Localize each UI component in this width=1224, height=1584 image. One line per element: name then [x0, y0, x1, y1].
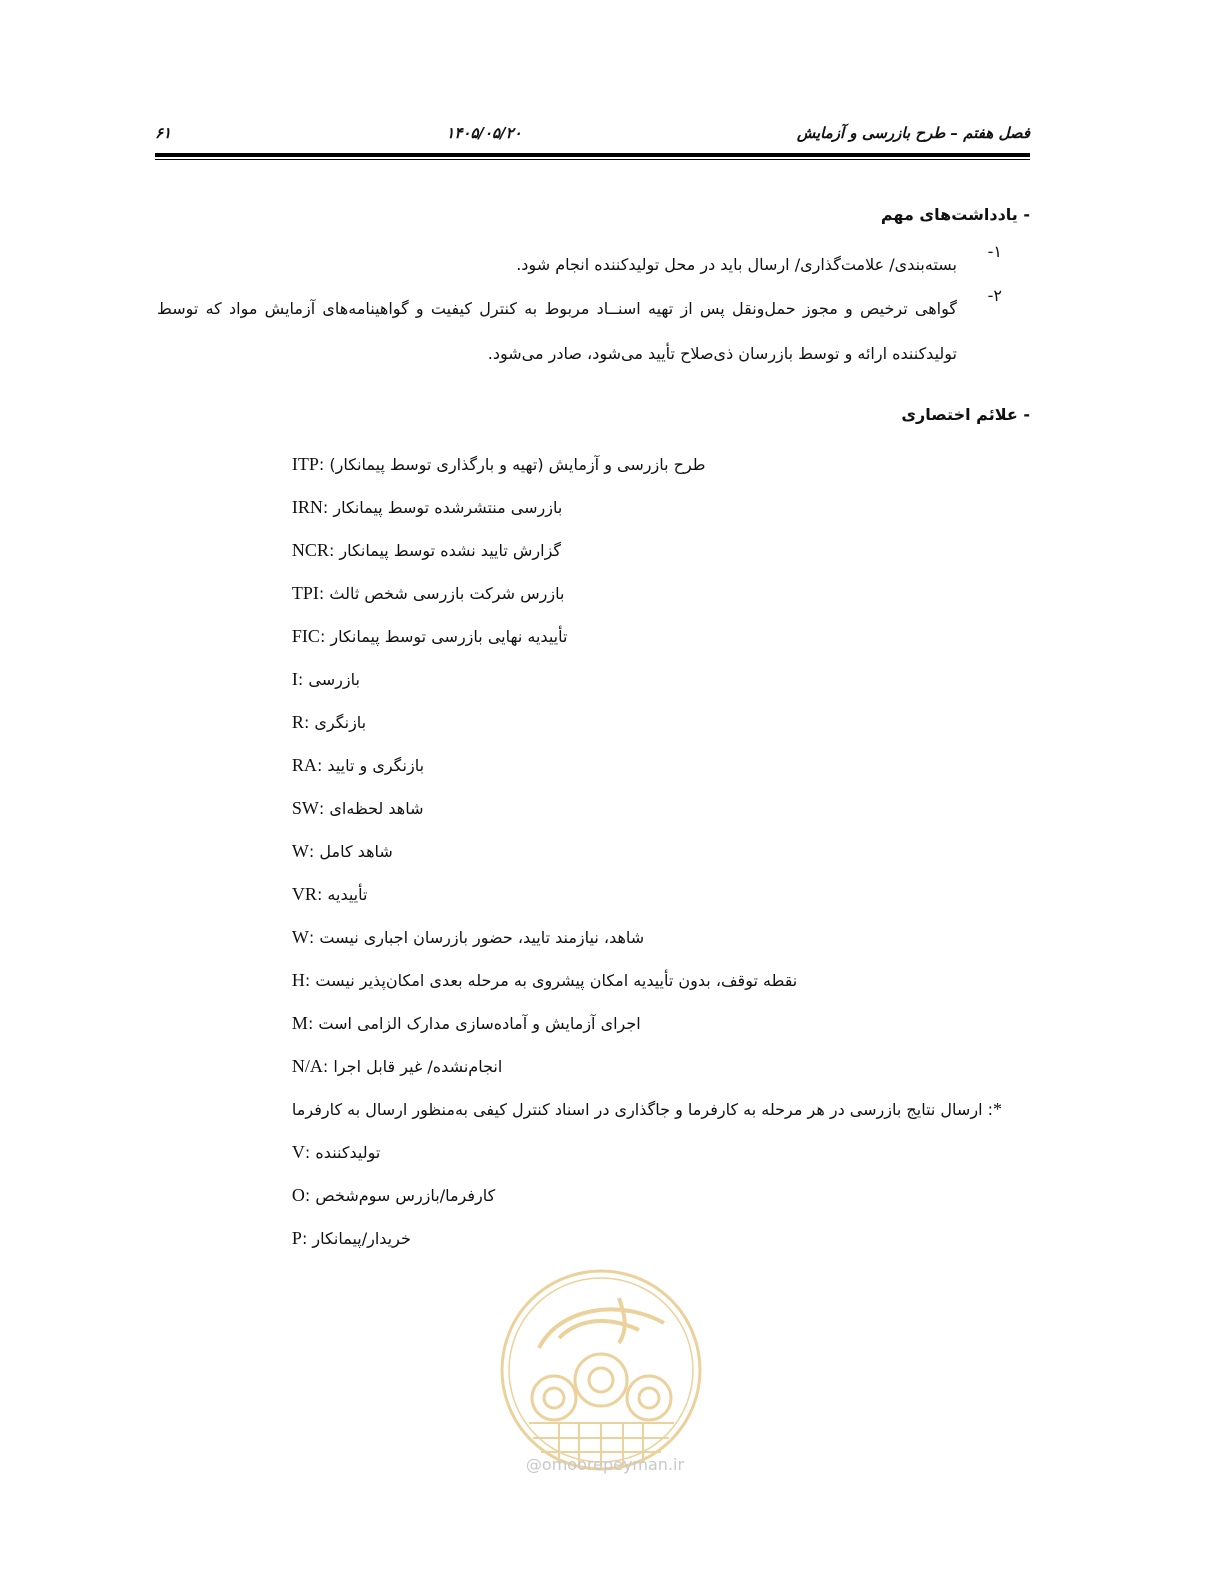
abbreviation-code: P — [291, 1228, 302, 1248]
abbreviation-code: ITP — [291, 454, 319, 474]
abbreviation-text: بازرس شرکت بازرسی شخص ثالث — [329, 584, 565, 603]
abbreviation-item: V: تولیدکننده — [291, 1142, 381, 1162]
note-text: گواهی ترخیص و مجوز حمل‌ونقل پس از تهیه اسنــاد مربوط به کنترل کیفیت و گواهینامه‌های آزمایش مواد که توسط تولیدکننده ارائه و توسط بازرسان ذی‌صلاح تأیید می‌شود، صادر می‌شود. — [157, 299, 957, 363]
header-date: ۱۴۰۵/۰۵/۲۰ — [446, 124, 522, 142]
abbreviation-item: *: ارسال نتایج بازرسی در هر مرحله به کارفرما و جاگذاری در اسناد کنترل کیفی به‌منظور ارسال به کارفرما — [291, 1099, 1002, 1119]
abbreviation-item: N/A: انجام‌نشده/ غیر قابل اجرا — [291, 1056, 503, 1076]
note-item — [157, 286, 1002, 376]
header-rule-thick — [155, 153, 1030, 157]
abbreviation-code: NCR — [291, 540, 329, 560]
abbreviation-code: M — [291, 1013, 308, 1033]
abbreviation-code: V — [291, 1142, 305, 1162]
watermark-site: @omoorepeyman.ir — [525, 1455, 685, 1474]
abbreviation-code: O — [291, 1185, 305, 1205]
abbreviation-item: M: اجرای آزمایش و آماده‌سازی مدارک الزامی است — [291, 1013, 641, 1033]
abbreviation-text: بازنگری — [314, 713, 367, 732]
note-item — [516, 242, 1002, 287]
abbreviation-text: شاهد کامل — [319, 842, 393, 861]
note-number: ۱- — [987, 242, 1002, 261]
abbreviation-item: TPI: بازرس شرکت بازرسی شخص ثالث — [291, 583, 565, 603]
abbreviation-code: W — [291, 927, 309, 947]
abbreviation-item: W: شاهد، نیازمند تایید، حضور بازرسان اجباری نیست — [291, 927, 645, 947]
abbreviation-item: SW: شاهد لحظه‌ای — [291, 798, 424, 818]
abbreviation-code: W — [291, 841, 309, 861]
abbreviation-item: P: خریدار/پیمانکار — [291, 1228, 411, 1248]
abbreviation-text: شاهد لحظه‌ای — [329, 799, 424, 818]
abbreviation-code: SW — [291, 798, 319, 818]
abbreviation-text: شاهد، نیازمند تایید، حضور بازرسان اجباری نیست — [319, 928, 645, 947]
abbreviation-code: TPI — [291, 583, 319, 603]
page-number: ۶۱ — [155, 124, 172, 142]
abbreviation-item: NCR: گزارش تایید نشده توسط پیمانکار — [291, 540, 562, 560]
abbreviation-text: تأییدیه — [327, 885, 368, 904]
abbreviation-text: ارسال نتایج بازرسی در هر مرحله به کارفرما و جاگذاری در اسناد کنترل کیفی به‌منظور ارسال به کارفرما — [291, 1100, 983, 1119]
abbreviation-text: انجام‌نشده/ غیر قابل اجرا — [333, 1057, 503, 1076]
abbreviation-code: RA — [291, 755, 317, 775]
abbreviation-code: IRN — [291, 497, 323, 517]
abbreviation-text: طرح بازرسی و آزمایش (تهیه و بارگذاری توسط پیمانکار) — [329, 455, 706, 474]
abbreviation-text: تأییدیه نهایی بازرسی توسط پیمانکار — [330, 627, 568, 646]
abbreviation-item: IRN: بازرسی منتشرشده توسط پیمانکار — [291, 497, 563, 517]
abbreviation-text: نقطه توقف، بدون تأییدیه امکان پیشروی به مرحله بعدی امکان‌پذیر نیست — [315, 971, 798, 990]
abbreviation-code: N/A — [291, 1056, 323, 1076]
abbreviation-code: * — [993, 1099, 1002, 1119]
abbreviation-item: H: نقطه توقف، بدون تأییدیه امکان پیشروی به مرحله بعدی امکان‌پذیر نیست — [291, 970, 798, 990]
abbreviation-code: FIC — [291, 626, 320, 646]
abbreviations-title: - علائم اختصاری — [901, 405, 1030, 424]
page-header — [155, 118, 1030, 148]
abbreviation-item: FIC: تأییدیه نهایی بازرسی توسط پیمانکار — [291, 626, 568, 646]
abbreviation-text: گزارش تایید نشده توسط پیمانکار — [339, 541, 562, 560]
notes-title: - یادداشت‌های مهم — [880, 205, 1030, 224]
abbreviation-text: تولیدکننده — [315, 1143, 381, 1162]
abbreviation-text: بازنگری و تایید — [327, 756, 425, 775]
abbreviations-list — [292, 450, 1002, 1267]
note-text: بسته‌بندی/ علامت‌گذاری/ ارسال باید در محل تولیدکننده انجام شود. — [516, 255, 957, 274]
abbreviation-code: VR — [291, 884, 317, 904]
abbreviation-item: RA: بازنگری و تایید — [291, 755, 425, 775]
abbreviation-code: I — [291, 669, 298, 689]
abbreviation-text: خریدار/پیمانکار — [312, 1229, 411, 1248]
abbreviation-item: O: کارفرما/بازرس سوم‌شخص — [291, 1185, 496, 1205]
note-number: ۲- — [987, 286, 1002, 305]
abbreviation-item: VR: تأییدیه — [291, 884, 368, 904]
abbreviation-item: R: بازنگری — [291, 712, 367, 732]
abbreviation-text: اجرای آزمایش و آماده‌سازی مدارک الزامی است — [318, 1014, 641, 1033]
header-rule-thin — [155, 159, 1030, 160]
abbreviation-item: ITP: طرح بازرسی و آزمایش (تهیه و بارگذاری توسط پیمانکار) — [291, 454, 706, 474]
abbreviation-item: I: بازرسی — [291, 669, 360, 689]
chapter-title: فصل هفتم – طرح بازرسی و آزمایش — [796, 124, 1030, 142]
abbreviation-code: R — [291, 712, 304, 732]
abbreviation-code: H — [291, 970, 305, 990]
abbreviation-text: کارفرما/بازرس سوم‌شخص — [315, 1186, 496, 1205]
abbreviation-text: بازرسی منتشرشده توسط پیمانکار — [333, 498, 563, 517]
watermark-seal-icon — [499, 1268, 704, 1473]
abbreviation-item: W: شاهد کامل — [291, 841, 393, 861]
abbreviation-text: بازرسی — [308, 670, 360, 689]
